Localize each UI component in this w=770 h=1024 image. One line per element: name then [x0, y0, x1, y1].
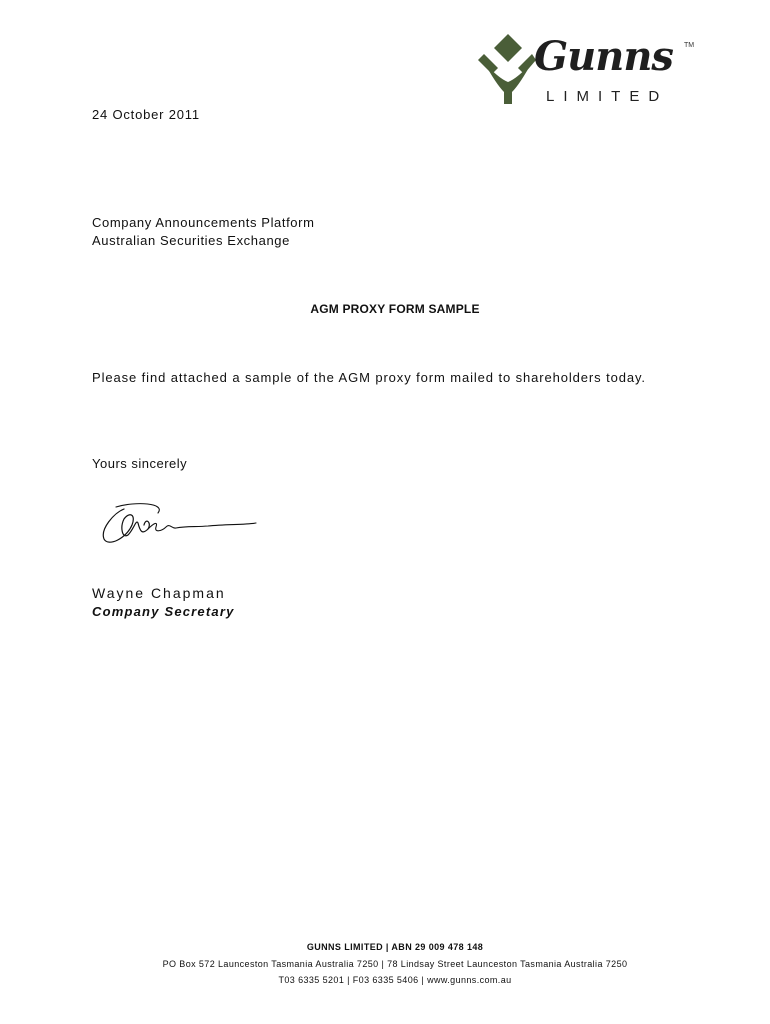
logo-wordmark: Gunns	[534, 33, 673, 80]
recipient-line-1: Company Announcements Platform	[92, 215, 315, 230]
company-logo	[478, 30, 706, 110]
footer-company-line: GUNNS LIMITED | ABN 29 009 478 148	[306, 942, 484, 952]
logo-subtitle: LIMITED	[546, 88, 669, 105]
footer-contact-line: T03 6335 5201 | F03 6335 5406 | www.gunns.com.au	[278, 975, 512, 985]
recipient-line-2: Australian Securities Exchange	[92, 233, 290, 248]
handwritten-signature	[96, 495, 266, 555]
signatory-name: Wayne Chapman	[92, 585, 226, 601]
gunns-leaf-icon	[478, 32, 538, 108]
letter-date: 24 October 2011	[92, 107, 200, 122]
footer-address-line: PO Box 572 Launceston Tasmania Australia 7250 | 78 Lindsay Street Launceston Tasmania Australia 7250	[162, 959, 628, 969]
recipient-block	[92, 214, 315, 250]
signatory-title: Company Secretary	[92, 604, 235, 619]
letter-body: Please find attached a sample of the AGM proxy form mailed to shareholders today.	[92, 370, 646, 385]
letter-closing: Yours sincerely	[92, 456, 188, 471]
trademark-mark: TM	[684, 42, 695, 49]
letter-subject: AGM PROXY FORM SAMPLE	[310, 302, 480, 316]
